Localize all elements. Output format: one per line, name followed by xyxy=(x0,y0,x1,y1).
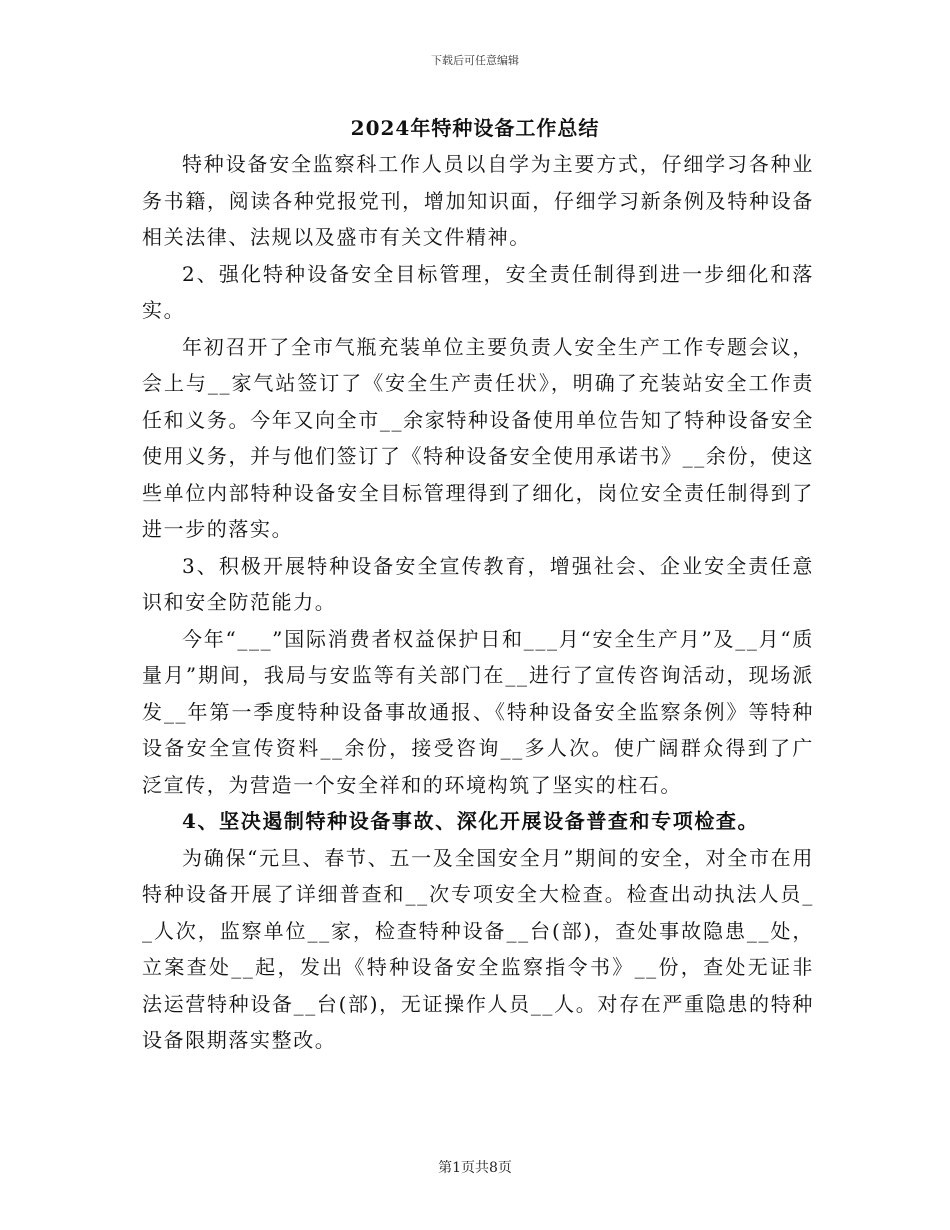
paragraph-intro: 特种设备安全监察科工作人员以自学为主要方式，仔细学习各种业务书籍，阅读各种党报党刊，增加知识面，仔细学习新条例及特种设备相关法律、法规以及盛市有关文件精神。 xyxy=(142,152,814,249)
header-note: 下载后可任意编辑 xyxy=(431,54,519,67)
paragraph-inspection: 为确保“元旦、春节、五一及全国安全月”期间的安全，对全市在用特种设备开展了详细普查和__次专项安全大检查。检查出动执法人员__人次，监察单位__家，检查特种设备__台(部)，查处事故隐患__处，立案查处__起，发出《特种设备安全监察指令书》__份，查处无证非法运营特种设备__台(部)，无证操作人员__人。对存在严重隐患的特种设备限期落实整改。 xyxy=(142,845,814,1052)
document-title: 2024年特种设备工作总结 xyxy=(350,116,600,140)
page-footer: 第1页共8页 xyxy=(438,1160,512,1176)
paragraph-publicity: 今年“___”国际消费者权益保护日和___月“安全生产月”及__月“质量月”期间，我局与安监等有关部门在__进行了宣传咨询活动，现场派发__年第一季度特种设备事故通报、《特种设备安全监察条例》等特种设备安全宣传资料__余份，接受咨询__多人次。使广阔群众得到了广泛宣传，为营造一个安全祥和的环境构筑了坚实的柱石。 xyxy=(142,626,814,797)
paragraph-heading-4: 4、坚决遏制特种设备事故、深化开展设备普查和专项检查。 xyxy=(182,809,760,833)
document-body xyxy=(142,146,814,1059)
paragraph-heading-2: 2、强化特种设备安全目标管理，安全责任制得到进一步细化和落实。 xyxy=(142,261,814,322)
paragraph-heading-3: 3、积极开展特种设备安全宣传教育，增强社会、企业安全责任意识和安全防范能力。 xyxy=(142,553,814,614)
paragraph-responsibility: 年初召开了全市气瓶充装单位主要负责人安全生产工作专题会议，会上与__家气站签订了《安全生产责任状》，明确了充装站安全工作责任和义务。今年又向全市__余家特种设备使用单位告知了特种设备安全使用义务，并与他们签订了《特种设备安全使用承诺书》__余份，使这些单位内部特种设备安全目标管理得到了细化，岗位安全责任制得到了进一步的落实。 xyxy=(142,334,814,541)
